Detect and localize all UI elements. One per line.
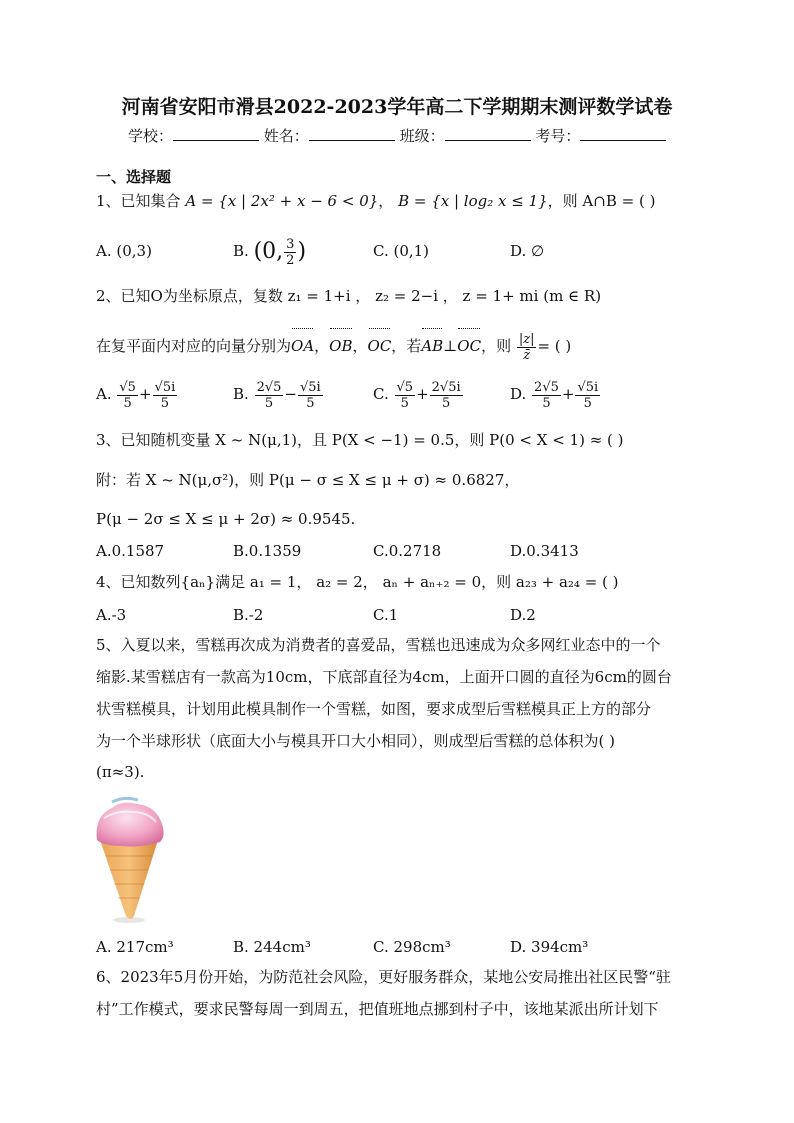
question-2-line-1: 2、已知O为坐标原点，复数 z₁ = 1+i ， z₂ = 2−i ， z = 1+ mi (m ∈ R) [96,287,602,305]
question-3-line-1: 3、已知随机变量 X ~ N(μ,1)，且 P(X < −1) = 0.5，则 P(0 < X < 1) ≈ ( ) [96,431,624,449]
q2-a-num1: √5 [119,379,136,395]
q2-b-num1: 2√5 [256,379,282,395]
q2-d-num1: 2√5 [534,379,559,395]
question-5-line-1: 5、入夏以来，雪糕再次成为消费者的喜爱品，雪糕也迅速成为众多网红业态中的一个 [96,636,661,654]
q2-a-op: + [138,385,152,403]
number-blank [580,126,666,141]
q2-option-c-label: C. [373,385,389,403]
perp-symbol: ⊥ [443,337,458,355]
q4-option-d: D.2 [510,606,536,624]
q2-c-num1: √5 [396,379,414,395]
vector-oa: OA [291,326,314,362]
q2-b-op: − [284,385,297,403]
question-3-line-3: P(μ − 2σ ≤ X ≤ μ + 2σ) ≈ 0.9545. [96,510,356,528]
q2-ask-den: z̄ [523,347,531,363]
q1-option-b-num: 3 [286,236,295,252]
q1-option-b-open: (0, [253,239,284,264]
question-6-line-1: 6、2023年5月份开始，为防范社会风险，更好服务群众，某地公安局推出社区民警“驻 [96,968,671,986]
q4-option-b: B.-2 [233,606,264,624]
vector-oc-cond: OC [457,326,481,362]
q2-a-den1: 5 [123,395,132,411]
q2-option-d-frac2 [575,380,600,411]
q2-b-num2: √5i [299,379,321,395]
name-blank [309,126,395,141]
q2-condition-prefix: ，若 [391,337,422,355]
q2-option-c-frac1 [395,380,416,411]
q2-option-d-frac1 [532,380,561,411]
q1-set-a: A = {x | 2x² + x − 6 < 0} [185,192,379,210]
ice-cream-figure [92,796,172,926]
class-blank [445,126,531,141]
q2-d-den1: 5 [542,395,551,411]
cream-top-edge [112,798,138,802]
q1-option-b-label: B. [233,242,249,260]
q3-option-b: B.0.1359 [233,542,302,560]
question-5-line-5: (π≈3). [96,763,145,781]
q5-option-b: B. 244cm³ [233,938,311,956]
q2-c-num2: 2√5i [431,379,461,395]
q1-option-b-den: 2 [286,252,295,268]
q5-option-d: D. 394cm³ [510,938,589,956]
q1-option-b-close: ) [297,239,307,264]
section-heading: 一、选择题 [96,168,172,186]
q2-b-den1: 5 [264,395,274,411]
q2-option-a [96,376,178,412]
q2-option-b [233,376,324,412]
q2-option-c [373,376,464,412]
q1-option-b [233,231,306,272]
vector-ob: OB [329,326,352,362]
q1-option-a: A. (0,3) [96,242,152,260]
q2-ask-suffix: = ( ) [537,337,572,355]
q2-a-den2: 5 [160,395,170,411]
question-5-line-4: 为一个半球形状（底面大小与模具开口大小相同），则成型后雪糕的总体积为( ) [96,732,615,750]
q2-option-a-frac2 [153,380,178,411]
q3-option-c: C.0.2718 [373,542,442,560]
q2-ask-fraction [517,332,537,363]
vector-ab: AB [421,326,443,362]
q1-option-d: D. ∅ [510,242,545,260]
cream-scoop [97,803,164,847]
class-label: 班级： [399,127,445,145]
question-3-line-2: 附：若 X ~ N(μ,σ²)，则 P(μ − σ ≤ X ≤ μ + σ) ≈ 0.6827， [96,471,520,489]
q3-option-d: D.0.3413 [510,542,579,560]
school-blank [173,126,259,141]
q2-c-op: + [416,385,429,403]
q2-d-op: + [561,385,575,403]
number-label: 考号： [535,127,581,145]
school-label: 学校： [128,127,174,145]
q2-b-den2: 5 [306,395,315,411]
q1-option-b-fraction [284,237,296,268]
question-1-stem: 1、已知集合 A = {x | 2x² + x − 6 < 0}， B = {x | log₂ x ≤ 1}，则 A∩B = ( ) [96,192,656,210]
q2-option-c-frac2 [430,380,463,411]
q1-prefix: 1、已知集合 [96,192,181,210]
q2-option-a-label: A. [96,385,112,403]
question-6-line-2: 村”工作模式，要求民警每周一到周五，把值班地点挪到村子中，该地某派出所计划下 [96,1000,659,1018]
q2-option-b-frac1 [255,380,284,411]
q1-option-c: C. (0,1) [373,242,430,260]
q2-c-den1: 5 [400,395,409,411]
q2-a-num2: √5i [154,379,176,395]
cone-shape [100,840,158,919]
q4-option-a: A.-3 [96,606,127,624]
q2-option-b-label: B. [233,385,249,403]
q3-option-a: A.0.1587 [96,542,165,560]
q2-c-den2: 5 [441,395,451,411]
student-info-line [128,126,666,146]
question-5-line-2: 缩影.某雪糕店有一款高为10cm，下底部直径为4cm，上面开口圆的直径为6cm的圆台 [96,668,672,686]
q4-option-c: C.1 [373,606,399,624]
q5-option-c: C. 298cm³ [373,938,451,956]
q2-option-b-frac2 [298,380,323,411]
exam-title: 河南省安阳市滑县2022-2023学年高二下学期期末测评数学试卷 [121,96,673,118]
q2-ask-num: |z| [518,331,535,347]
question-2-line-2: 在复平面内对应的向量分别为OA，OB，OC，若AB⊥OC，则 $\frac{|z|}{z̄}$ = ( ) [96,326,571,363]
q2-ask-prefix: ，则 [481,337,512,355]
vector-oc: OC [368,326,392,362]
q2-d-den2: 5 [583,395,592,411]
q2-option-d-label: D. [510,385,527,403]
q5-option-a: A. 217cm³ [96,938,174,956]
q1-ask: ，则 A∩B = ( ) [547,192,656,210]
name-label: 姓名： [263,127,309,145]
q2-line2-prefix: 在复平面内对应的向量分别为 [96,337,292,355]
q1-set-b: B = {x | log₂ x ≤ 1} [398,192,548,210]
q2-option-a-frac1 [117,380,138,411]
question-5-line-3: 状雪糕模具，计划用此模具制作一个雪糕，如图，要求成型后雪糕模具正上方的部分 [96,700,652,718]
question-4-line-1: 4、已知数列{aₙ}满足 a₁ = 1， a₂ = 2， aₙ + aₙ₊₂ = 0，则 a₂₃ + a₂₄ = ( ) [96,573,619,591]
q2-option-d [510,376,601,412]
q2-d-num2: √5i [577,379,599,395]
